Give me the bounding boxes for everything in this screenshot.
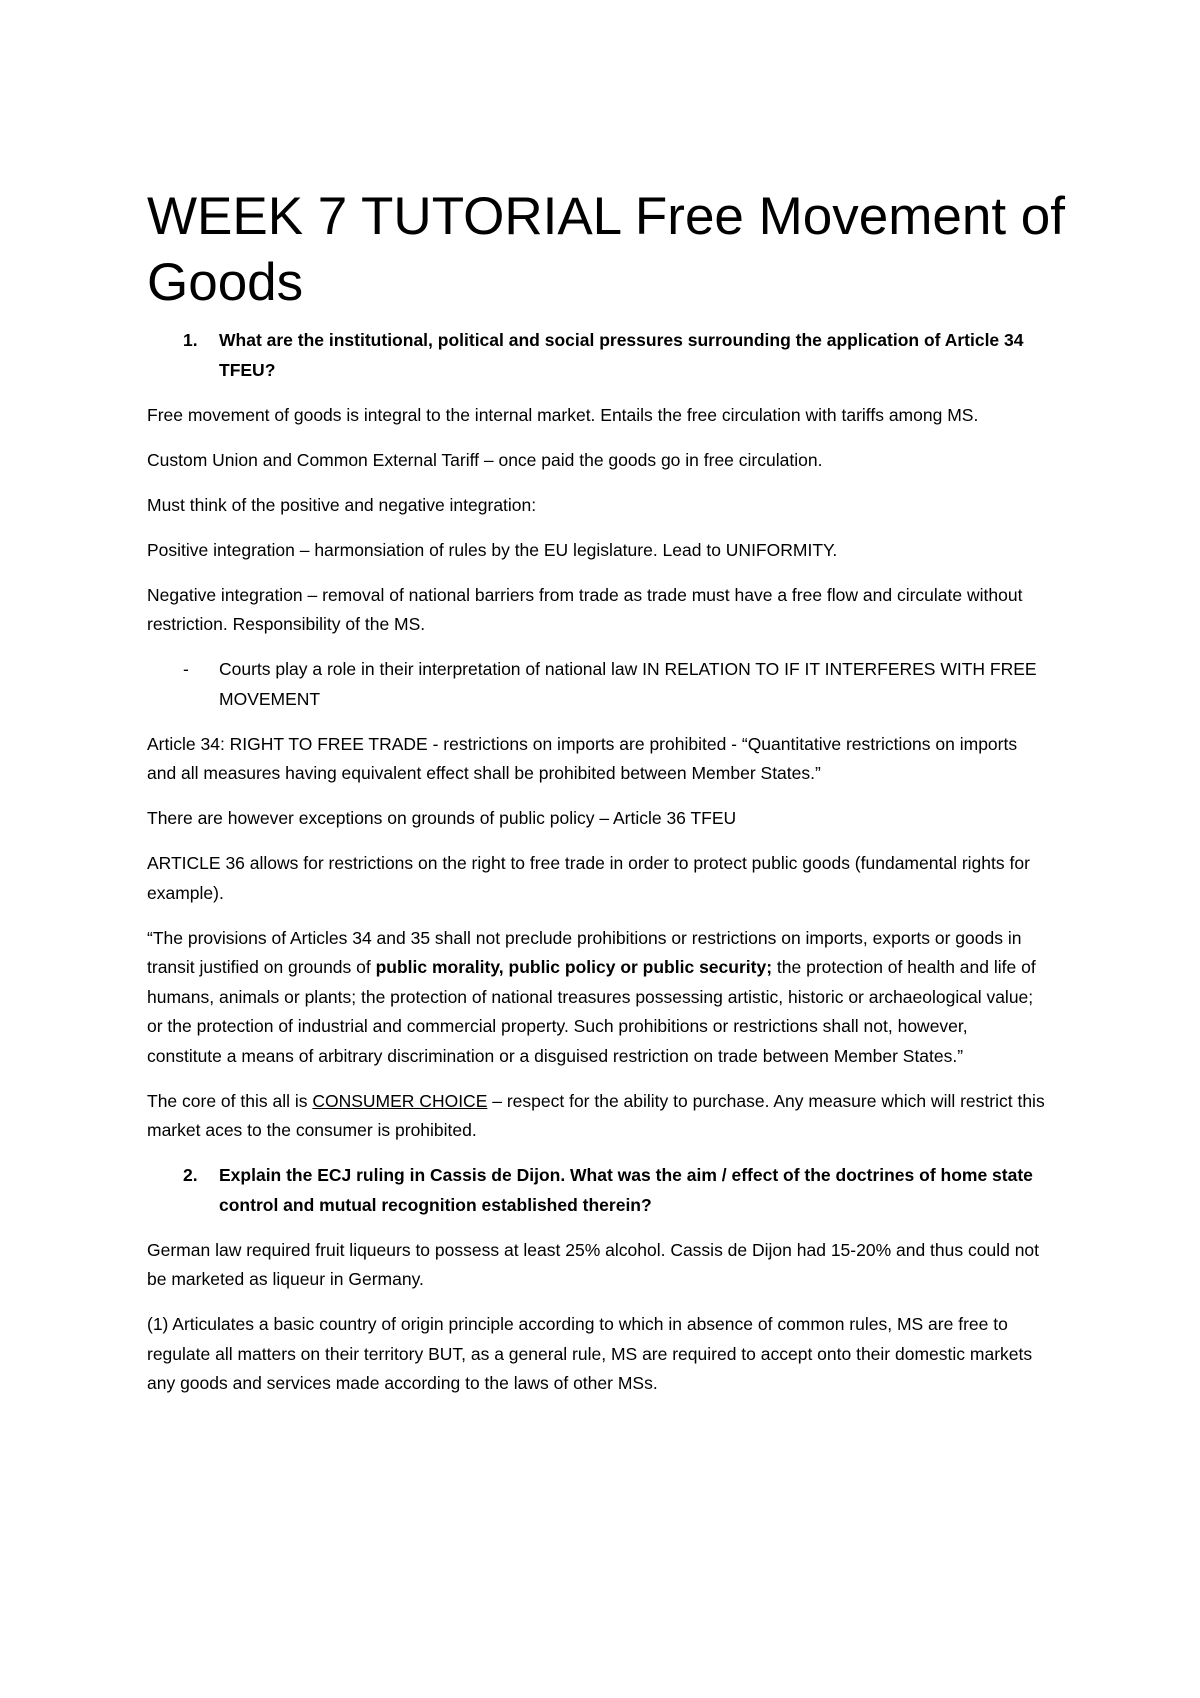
underlined-consumer-choice: CONSUMER CHOICE xyxy=(312,1090,488,1111)
paragraph: Article 34: RIGHT TO FREE TRADE - restrictions on imports are prohibited - “Quantitative restrictions on imports and all measures having equivalent effect shall be prohibited between Member States.” xyxy=(147,733,1018,783)
bullet-item xyxy=(147,655,1047,714)
question-number: 1. xyxy=(183,330,198,350)
quote-text: the protection of health and life of humans, animals or plants; the protection of national treasures possessing artistic, historic or archaeological value; or the protection of industrial and commercial property. Such prohibitions or restrictions shall not, however, constitute a means of arbitrary discrimination or a disguised restriction on trade between Member States.” xyxy=(147,957,1036,1066)
question-text: Explain the ECJ ruling in Cassis de Dijon. What was the aim / effect of the doctrines of home state control and mutual recognition established therein? xyxy=(219,1165,1033,1215)
article-36-quote xyxy=(147,924,1047,1072)
question-text: What are the institutional, political and social pressures surrounding the application of Article 34 TFEU? xyxy=(219,330,1024,380)
paragraph: Negative integration – removal of national barriers from trade as trade must have a free flow and circulate without restriction. Responsibility of the MS. xyxy=(147,584,1023,634)
document-title: WEEK 7 TUTORIAL Free Movement of Goods xyxy=(147,186,1065,312)
question-1 xyxy=(147,326,1047,385)
paragraph: German law required fruit liqueurs to possess at least 25% alcohol. Cassis de Dijon had 15-20% and thus could not be marketed as liqueur in Germany. xyxy=(147,1239,1040,1289)
quote-bold-grounds: public morality, public policy or public security; xyxy=(375,957,773,977)
paragraph: Positive integration – harmonsiation of rules by the EU legislature. Lead to UNIFORMITY. xyxy=(147,539,838,560)
bullet-text: Courts play a role in their interpretation of national law IN RELATION TO IF IT INTERFERES WITH FREE MOVEMENT xyxy=(219,659,1037,709)
text: The core of this all is xyxy=(147,1090,313,1111)
bullet-dash: - xyxy=(183,659,189,679)
paragraph: (1) Articulates a basic country of origin principle according to which in absence of common rules, MS are free to regulate all matters on their territory BUT, as a general rule, MS are required to accept onto their domestic markets any goods and services made according to the laws of other MSs. xyxy=(147,1314,1033,1393)
paragraph: Must think of the positive and negative integration: xyxy=(147,494,537,515)
paragraph: Free movement of goods is integral to the internal market. Entails the free circulation with tariffs among MS. xyxy=(147,404,979,425)
document-body xyxy=(147,326,1047,1414)
text: – respect for the ability to purchase. Any measure which will restrict this market aces to the consumer is prohibited. xyxy=(147,1090,1045,1140)
paragraph: ARTICLE 36 allows for restrictions on the right to free trade in order to protect public goods (fundamental rights for example). xyxy=(147,853,1030,903)
quote-text: “The provisions of Articles 34 and 35 shall not preclude prohibitions or restrictions on imports, exports or goods in transit justified on grounds of xyxy=(147,927,1022,977)
question-2 xyxy=(147,1161,1047,1220)
question-number: 2. xyxy=(183,1165,198,1185)
paragraph: There are however exceptions on grounds of public policy – Article 36 TFEU xyxy=(147,808,737,828)
consumer-choice-paragraph xyxy=(147,1087,1047,1146)
paragraph: Custom Union and Common External Tariff – once paid the goods go in free circulation. xyxy=(147,449,823,470)
